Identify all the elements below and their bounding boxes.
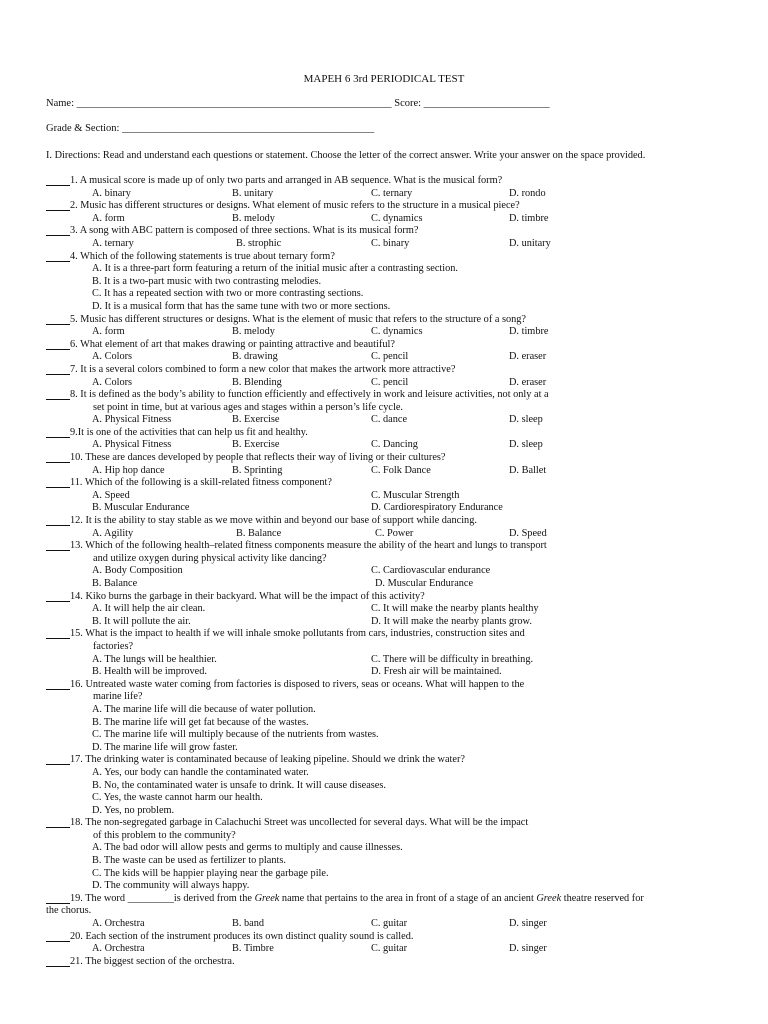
directions: I. Directions: Read and understand each questions or statement. Choose the letter of the correct answer. Write your answer on the space provided.	[46, 150, 646, 161]
option-c: C. It will make the nearby plants healthy	[371, 603, 539, 615]
option-b: B. melody	[232, 326, 275, 338]
option-a: A. Colors	[92, 351, 133, 363]
grade-section-line: Grade & Section: ________________________________________________	[46, 123, 375, 134]
answer-blank[interactable]	[46, 200, 70, 211]
option-d: D. sleep	[509, 439, 543, 451]
option-d: D. Yes, no problem.	[92, 804, 175, 816]
option-b: B. Exercise	[232, 439, 280, 451]
question-list	[46, 175, 736, 968]
option-d: D. timbre	[509, 326, 549, 338]
answer-blank[interactable]	[46, 339, 70, 350]
option-c: C. The kids will be happier playing near the garbage pile.	[92, 867, 329, 879]
option-d: D. Muscular Endurance	[375, 578, 474, 589]
option-b: B. unitary	[232, 187, 274, 199]
question-continuation: of this problem to the community?	[93, 829, 236, 841]
question-8: 8. It is defined as the body’s ability to function efficiently and effectively in work and leisure activities, not only at a set point in time, but at various ages and stages within a person’s life cycle. A. Physical Fitness B. Exercise C. dance D. sleep	[46, 389, 736, 427]
option-d: D. Cardiorespiratory Endurance	[371, 502, 503, 514]
question-20: 20. Each section of the instrument produces its own distinct quality sound is called. A. Orchestra B. Timbre C. guitar D. singer	[46, 931, 736, 956]
answer-blank[interactable]	[46, 540, 70, 551]
option-d: D. sleep	[509, 414, 543, 426]
option-c: C. Dancing	[371, 439, 418, 451]
option-a: A. The lungs will be healthier.	[92, 653, 217, 665]
answer-blank[interactable]	[46, 477, 70, 488]
option-d: D. singer	[509, 943, 547, 955]
question-wrap: the chorus.	[46, 905, 92, 917]
answer-blank[interactable]	[46, 628, 70, 639]
option-b: B. It is a two-part music with two contrasting melodies.	[92, 275, 322, 287]
option-c: C. There will be difficulty in breathing.	[371, 653, 534, 665]
option-d: D. The marine life will grow faster.	[92, 741, 238, 753]
answer-blank[interactable]	[46, 893, 70, 904]
question-11: 11. Which of the following is a skill-related fitness component? A. Speed C. Muscular Strength B. Muscular Endurance D. Cardiorespiratory Endurance	[46, 477, 736, 515]
answer-blank[interactable]	[46, 364, 70, 375]
option-a: A. The bad odor will allow pests and germs to multiply and cause illnesses.	[92, 842, 403, 854]
option-a: A. It is a three-part form featuring a return of the initial music after a contrasting section.	[92, 263, 458, 275]
option-c: C. dynamics	[371, 212, 423, 224]
question-3: 3. A song with ABC pattern is composed of three sections. What is its musical form? A. ternary B. strophic C. binary D. unitary	[46, 225, 736, 250]
answer-blank[interactable]	[46, 591, 70, 602]
option-b: B. No, the contaminated water is unsafe to drink. It will cause diseases.	[92, 779, 386, 791]
question-7: 7. It is a several colors combined to form a new color that makes the artwork more attractive? A. Colors B. Blending C. pencil D. eraser	[46, 364, 736, 389]
option-c: C. binary	[371, 237, 410, 249]
question-continuation: marine life?	[93, 691, 143, 703]
answer-blank[interactable]	[46, 931, 70, 942]
option-a: A. form	[92, 326, 125, 338]
question-17: 17. The drinking water is contaminated because of leaking pipeline. Should we drink the water? A. Yes, our body can handle the contaminated water. B. No, the contaminated water is unsafe to drink. It will cause diseases. C. Yes, the waste cannot harm our health. D. Yes, no problem.	[46, 754, 736, 817]
option-d: D. The community will always happy.	[92, 880, 250, 892]
question-13: 13. Which of the following health–related fitness components measure the ability of the heart and lungs to transport and utilize oxygen during physical activity like dancing? A. Body Composition C. Cardiovascular endurance B. Balance D. Muscular Endurance	[46, 540, 736, 590]
question-14: 14. Kiko burns the garbage in their backyard. What will be the impact of this activity? A. It will help the air clean. C. It will make the nearby plants healthy B. It will pollute the air. D. It will make the nearby plants grow.	[46, 591, 736, 629]
option-d: D. eraser	[509, 351, 547, 363]
option-b: B. The marine life will get fat because of the wastes.	[92, 716, 309, 728]
option-b: B. band	[232, 918, 265, 930]
option-a: A. Speed	[92, 489, 130, 501]
question-continuation: factories?	[93, 640, 134, 652]
option-b: B. drawing	[232, 351, 278, 363]
option-c: C. pencil	[371, 376, 409, 388]
page-title: MAPEH 6 3rd PERIODICAL TEST	[303, 73, 465, 85]
option-a: A. It will help the air clean.	[92, 603, 206, 615]
option-b: B. Balance	[236, 527, 282, 539]
name-score-line: Name: ____________________________________________________________ Score: ________________________	[46, 98, 550, 109]
question-4: 4. Which of the following statements is true about ternary form? A. It is a three-part form featuring a return of the initial music after a contrasting section. B. It is a two-part music with two contrasting melodies. C. It has a repeated section with two or more contrasting sections. D. It is a musical form that has the same tune with two or more sections.	[46, 251, 736, 314]
option-a: A. Hip hop dance	[92, 464, 165, 476]
option-b: B. It will pollute the air.	[92, 615, 191, 627]
option-d: D. Ballet	[509, 464, 547, 476]
question-5: 5. Music has different structures or designs. What is the element of music that refers to the structure of a song? A. form B. melody C. dynamics D. timbre	[46, 314, 736, 339]
option-b: B. Sprinting	[232, 464, 283, 476]
option-c: C. Muscular Strength	[371, 489, 460, 501]
option-c: C. dynamics	[371, 326, 423, 338]
option-c: C. guitar	[371, 943, 408, 955]
question-1: 1. A musical score is made up of only two parts and arranged in AB sequence. What is the musical form? A. binary B. unitary C. ternary D. rondo	[46, 175, 736, 200]
answer-blank[interactable]	[46, 314, 70, 325]
answer-blank[interactable]	[46, 251, 70, 262]
option-d: D. eraser	[509, 376, 547, 388]
answer-blank[interactable]	[46, 956, 70, 967]
question-19: 19. The word _________is derived from the Greek name that pertains to the area in front of a stage of an ancient Greek theatre reserved for the chorus. A. Orchestra B. band C. guitar D. singer	[46, 893, 736, 931]
question-continuation: set point in time, but at various ages and stages within a person’s life cycle.	[93, 401, 403, 413]
question-6: 6. What element of art that makes drawing or painting attractive and beautiful? A. Colors B. drawing C. pencil D. eraser	[46, 339, 736, 364]
answer-blank[interactable]	[46, 175, 70, 186]
option-d: D. rondo	[509, 187, 546, 199]
option-a: A. Yes, our body can handle the contaminated water.	[92, 766, 309, 778]
option-c: C. It has a repeated section with two or more contrasting sections.	[92, 288, 364, 300]
option-c: C. The marine life will multiply because of the nutrients from wastes.	[92, 729, 379, 741]
answer-blank[interactable]	[46, 817, 70, 828]
answer-blank[interactable]	[46, 389, 70, 400]
option-c: C. guitar	[371, 918, 408, 930]
option-c: C. Cardiovascular endurance	[371, 565, 491, 577]
option-d: D. timbre	[509, 212, 549, 224]
option-a: A. The marine life will die because of water pollution.	[92, 703, 316, 715]
option-d: D. singer	[509, 918, 547, 930]
option-a: A. binary	[92, 187, 131, 199]
option-a: A. Orchestra	[92, 943, 145, 955]
option-b: B. Muscular Endurance	[92, 502, 190, 514]
option-a: A. Physical Fitness	[92, 414, 172, 426]
question-15: 15. What is the impact to health if we will inhale smoke pollutants from cars, industries, construction sites and factories? A. The lungs will be healthier. C. There will be difficulty in breathing. B. Health will be improved. D. Fresh air will be maintained.	[46, 628, 736, 678]
option-c: C. Folk Dance	[371, 464, 431, 476]
question-16: 16. Untreated waste water coming from factories is disposed to rivers, seas or oceans. What will happen to the marine life? A. The marine life will die because of water pollution. B. The marine life will get fat because of the wastes. C. The marine life will multiply because of the nutrients from wastes. D. The marine life will grow faster.	[46, 679, 736, 755]
option-a: A. Agility	[92, 527, 134, 539]
option-b: B. strophic	[236, 237, 282, 249]
option-d: D. Fresh air will be maintained.	[371, 666, 502, 678]
option-b: B. Timbre	[232, 943, 274, 955]
option-a: A. ternary	[92, 237, 134, 249]
option-b: B. Balance	[92, 578, 138, 589]
option-a: A. form	[92, 212, 125, 224]
option-a: A. Body Composition	[92, 565, 183, 577]
option-a: A. Orchestra	[92, 918, 145, 930]
option-d: D. unitary	[509, 237, 551, 249]
answer-blank[interactable]	[46, 679, 70, 690]
question-10: 10. These are dances developed by people that reflects their way of living or their cultures? A. Hip hop dance B. Sprinting C. Folk Dance D. Ballet	[46, 452, 736, 477]
option-a: A. Colors	[92, 376, 133, 388]
answer-blank[interactable]	[46, 427, 70, 438]
option-b: B. The waste can be used as fertilizer to plants.	[92, 855, 286, 867]
option-b: B. Exercise	[232, 414, 280, 426]
option-b: B. Health will be improved.	[92, 666, 207, 678]
option-b: B. melody	[232, 212, 275, 224]
answer-blank[interactable]	[46, 515, 70, 526]
option-c: C. pencil	[371, 351, 409, 363]
option-c: C. dance	[371, 414, 408, 426]
answer-blank[interactable]	[46, 754, 70, 765]
option-b: B. Blending	[232, 376, 282, 388]
question-18: 18. The non-segregated garbage in Calachuchi Street was uncollected for several days. What will be the impact of this problem to the community? A. The bad odor will allow pests and germs to multiply and cause illnesses. B. The waste can be used as fertilizer to plants. C. The kids will be happier playing near the garbage pile. D. The community will always happy.	[46, 817, 736, 893]
option-d: D. Speed	[509, 527, 547, 539]
option-c: C. Yes, the waste cannot harm our health.	[92, 792, 263, 804]
option-c: C. ternary	[371, 187, 413, 199]
answer-blank[interactable]	[46, 225, 70, 236]
option-d: D. It will make the nearby plants grow.	[371, 615, 532, 627]
answer-blank[interactable]	[46, 452, 70, 463]
question-12: 12. It is the ability to stay stable as we move within and beyond our base of support while dancing. A. Agility B. Balance C. Power D. Speed	[46, 515, 736, 540]
question-continuation: and utilize oxygen during physical activity like dancing?	[93, 552, 327, 564]
question-9: 9.It is one of the activities that can help us fit and healthy. A. Physical Fitness B. Exercise C. Dancing D. sleep	[46, 427, 736, 452]
option-a: A. Physical Fitness	[92, 439, 172, 451]
option-d: D. It is a musical form that has the same tune with two or more sections.	[92, 300, 391, 312]
option-c: C. Power	[375, 527, 414, 539]
question-21: 21. The biggest section of the orchestra.	[46, 956, 736, 969]
question-2: 2. Music has different structures or designs. What element of music refers to the structure in a musical piece? A. form B. melody C. dynamics D. timbre	[46, 200, 736, 225]
